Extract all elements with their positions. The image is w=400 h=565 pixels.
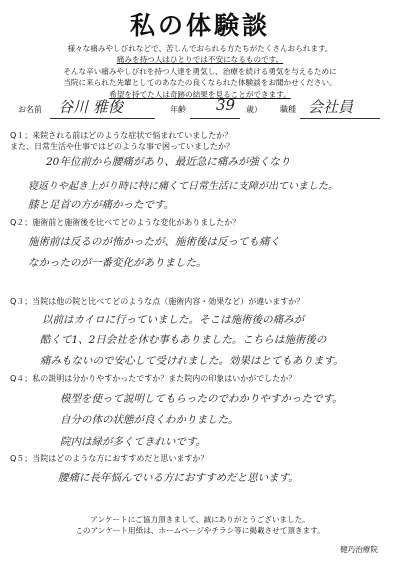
answer-4-line-1: 模型を使って説明してもらったのでわかりやすかったです。 — [60, 393, 343, 405]
footer-line-2: このアンケート用紙は、ホームページやチラシ等に掲載させて頂きます。 — [75, 525, 325, 535]
question-1-line-2: また、日常生活や仕事ではどのような事で困っていましたか？ — [10, 142, 234, 151]
answer-3-line-1: 以前はカイロに行っていました。そこは施術後の痛みが — [42, 314, 305, 326]
name-underline — [50, 118, 155, 119]
question-2: Q２；施術前と施術後を比べてどのような変化がありましたか？ — [10, 218, 241, 227]
question-1-line-1: Q１；来院される前はどのような症状で悩まれていましたか？ — [10, 131, 233, 140]
name-value: 谷川 雅俊 — [58, 98, 123, 116]
answer-2-line-1: 施術前は反るのが怖かったが、施術後は反っても痛く — [28, 236, 280, 248]
intro-line-1: 様々な痛みやしびれなどで、苦しんでおられる方たちがたくさんおられます。 — [67, 44, 333, 53]
answer-4-line-3: 院内は緑が多くてきれいです。 — [60, 436, 207, 448]
answer-1-line-3: 膝と足首の方が痛かったです。 — [28, 199, 175, 211]
name-label: お名前 — [18, 105, 42, 114]
answer-4-line-2: 自分の体の状態が良くわかりました。 — [60, 414, 239, 426]
answer-2-line-2: なかったのが一番変化がありました。 — [28, 257, 207, 269]
thank-you-note — [0, 515, 400, 536]
question-5: Q５；当院はどのような方におすすめだと思いますか？ — [10, 454, 209, 463]
question-1 — [10, 130, 395, 152]
intro-text — [0, 43, 400, 100]
answer-3-line-2: 酷くて1、2日会社を休む事もありました。こちらは施術後の — [40, 334, 327, 346]
answer-5-line-1: 腰痛に長年悩んでいる方におすすめだと思います。 — [58, 472, 299, 484]
intro-line-4: 当院に来られた先輩としてのあなたの良くなられた体験談をお聞かせください。 — [63, 78, 337, 88]
answer-1-line-2: 寝返りや起き上がり時に特に痛くて日常生活に支障が出ていました。 — [28, 181, 338, 192]
intro-line-2: 痛みを持つ人はひとりでは不安になるものです。 — [116, 55, 284, 65]
page-title: 私の体験談 — [129, 11, 270, 40]
question-4: Q４；私の説明は分かりやすかったですか？また院内の印象はいかがでしたか？ — [10, 374, 297, 383]
answer-1-line-1: 20年位前から腰痛があり、最近急に痛みが強くなり — [46, 156, 291, 168]
clinic-name: 健巧治療院 — [340, 545, 378, 554]
footer-line-1: アンケートにご協力頂きまして、誠にありがとうございました。 — [90, 515, 310, 524]
age-value: 39 — [216, 96, 236, 114]
answer-3-line-3: 痛みもないので安心して受けれました。効果はとてもあります。 — [40, 355, 344, 367]
job-value: 会社員 — [308, 98, 354, 116]
intro-line-5: 希望を持てた人は奇跡の結果を見ることができます。 — [109, 89, 291, 99]
question-3: Q３；当院は他の院と比べてどのような点（施術内容・効果など）が違いますか？ — [10, 297, 305, 306]
job-label: 職種 — [280, 105, 296, 114]
age-label: 年齢 — [170, 105, 186, 114]
job-underline — [300, 118, 380, 119]
age-underline — [190, 118, 240, 119]
intro-line-3: そんな辛い痛みやしびれを持つ人達を勇気し、治療を続ける勇気を与えるために — [63, 66, 337, 76]
age-unit: 歳） — [246, 105, 262, 114]
